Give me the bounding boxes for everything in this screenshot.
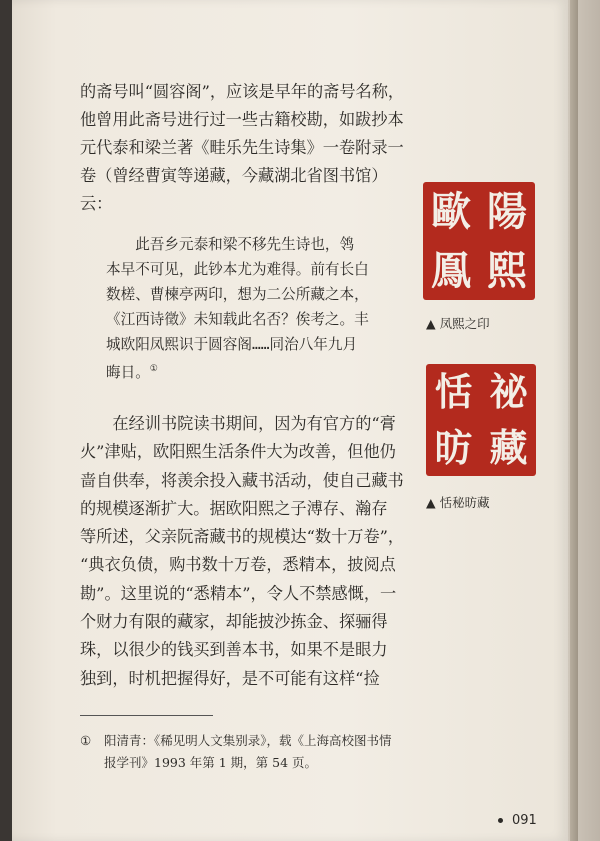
footnote-line (80, 730, 420, 752)
quote-line: 此吾乡元泰和梁不移先生诗也，鸰 (135, 236, 355, 253)
book-spine (570, 0, 578, 841)
text-line: 啬自供奉，将羡余投入藏书活动，使自己藏书 (80, 470, 404, 490)
text-line: “典衣负债，购书数十万卷，悉精本，披阅点 (80, 555, 396, 575)
text-line: 个财力有限的藏家，却能披沙拣金、探骊得 (80, 612, 388, 632)
block-quote (106, 232, 409, 385)
text-line: 在经训书院读书期间，因为有官方的“膏 (112, 414, 396, 433)
footnote (80, 730, 420, 774)
seal-char: 藏 (489, 425, 528, 470)
seal-char: 祕 (489, 369, 528, 414)
paragraph-2 (80, 410, 412, 693)
text-line: 他曾用此斋号进行过一些古籍校勘，如跋抄本 (80, 110, 404, 129)
quote-line: 数槎、曹楝亭两印，想为二公所藏之本， (106, 286, 369, 303)
text-line: 的规模逐渐扩大。据欧阳熙之子溥存、瀚存 (80, 498, 388, 518)
quote-line: 本早不可见，此钞本尤为难得。前有长白 (106, 261, 369, 278)
seal-char: 恬 (434, 369, 473, 414)
page-number: 091 (512, 813, 537, 828)
seal-stamp-fengxi (423, 182, 535, 300)
footnote-ref[interactable]: ① (149, 364, 158, 374)
footnote-text: 阳清青：《稀见明人文集别录》，载《上海高校图书情 (104, 733, 392, 748)
quote-line: 城欧阳凤熙识于圆容阁……同治八年九月 (106, 336, 358, 353)
seal-char: 鳯 (431, 247, 471, 294)
seal-caption: ▲ 凤熙之印 (426, 316, 490, 331)
text-line: 元代泰和梁兰著《畦乐先生诗集》一卷附录一 (80, 138, 404, 157)
quote-line-last (106, 357, 409, 385)
text-line: 的斋号叫“圆容阁”，应该是早年的斋号名称， (80, 82, 405, 101)
seal-stamp-tianmi (426, 364, 536, 476)
footnote-line: 报学刊》1993 年第 1 期，第 54 页。 (104, 755, 318, 770)
footnote-divider (80, 715, 213, 716)
seal-char: 熙 (487, 247, 527, 294)
page-number-bullet (498, 818, 503, 823)
seal-char: 歐 (431, 188, 471, 235)
paragraph-1 (80, 78, 412, 218)
seal-char: 陽 (487, 188, 527, 235)
quote-line: 晦日。 (106, 363, 150, 381)
text-line: 独到，时机把握得好，是不可能有这样“捡 (80, 668, 380, 688)
quote-line: 《江西诗徵》未知载此名否？俟考之。丰 (106, 311, 369, 328)
footnote-mark: ① (80, 733, 92, 748)
text-line: 珠，以很少的钱买到善本书，如果不是眼力 (80, 640, 388, 660)
text-line: 火”津贴，欧阳熙生活条件大为改善，但他仍 (80, 442, 396, 462)
seal-char: 昉 (434, 425, 473, 470)
text-line: 勘”。这里说的“悉精本”，令人不禁感慨，一 (80, 583, 397, 603)
seal-caption: ▲ 恬秘昉藏 (426, 495, 490, 510)
text-line: 等所述，父亲阮斋藏书的规模达“数十万卷”， (80, 527, 405, 547)
text-line: 卷（曾经曹寅等递藏，今藏湖北省图书馆）云： (80, 166, 388, 213)
